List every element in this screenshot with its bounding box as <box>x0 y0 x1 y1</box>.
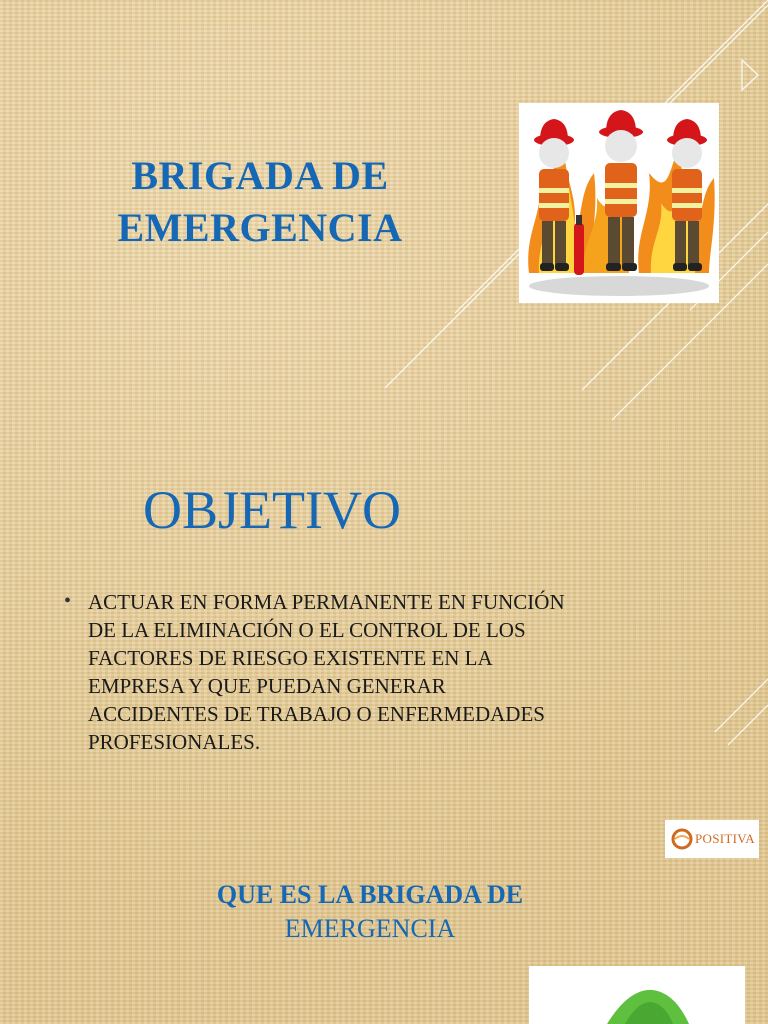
title-line-2: EMERGENCIA <box>117 205 403 250</box>
green-mountain-icon <box>529 966 745 1024</box>
bullet-line: ACCIDENTES DE TRABAJO O ENFERMEDADES <box>88 702 545 726</box>
objective-bullet <box>64 588 624 756</box>
bullet-line: PROFESIONALES. <box>88 730 261 754</box>
title-line-1: BRIGADA DE <box>131 153 389 198</box>
objective-bullet-list <box>64 588 624 756</box>
what-is-heading-line-2: EMERGENCIA <box>284 914 456 943</box>
green-logo-image <box>529 966 745 1024</box>
bullet-line: FACTORES DE RIESGO EXISTENTE EN LA <box>88 646 493 670</box>
bullet-line: • ACTUAR EN FORMA PERMANENTE EN FUNCIÓN <box>88 590 565 614</box>
firefighters-illustration-icon <box>519 103 719 303</box>
firefighters-image <box>519 103 719 303</box>
logo-text: POSITIVA <box>695 831 755 846</box>
slide-objective <box>0 420 768 830</box>
bullet-line: DE LA ELIMINACIÓN O EL CONTROL DE LOS <box>88 618 526 642</box>
what-is-heading <box>170 878 570 946</box>
slide-title-heading <box>70 150 450 254</box>
slide-what-is-brigade <box>0 830 768 1024</box>
bullet-line: EMPRESA Y QUE PUEDAN GENERAR <box>88 674 446 698</box>
slide-title <box>0 0 768 420</box>
objective-heading: OBJETIVO <box>143 480 401 540</box>
what-is-heading-line-1: QUE ES LA BRIGADA DE <box>216 880 524 909</box>
